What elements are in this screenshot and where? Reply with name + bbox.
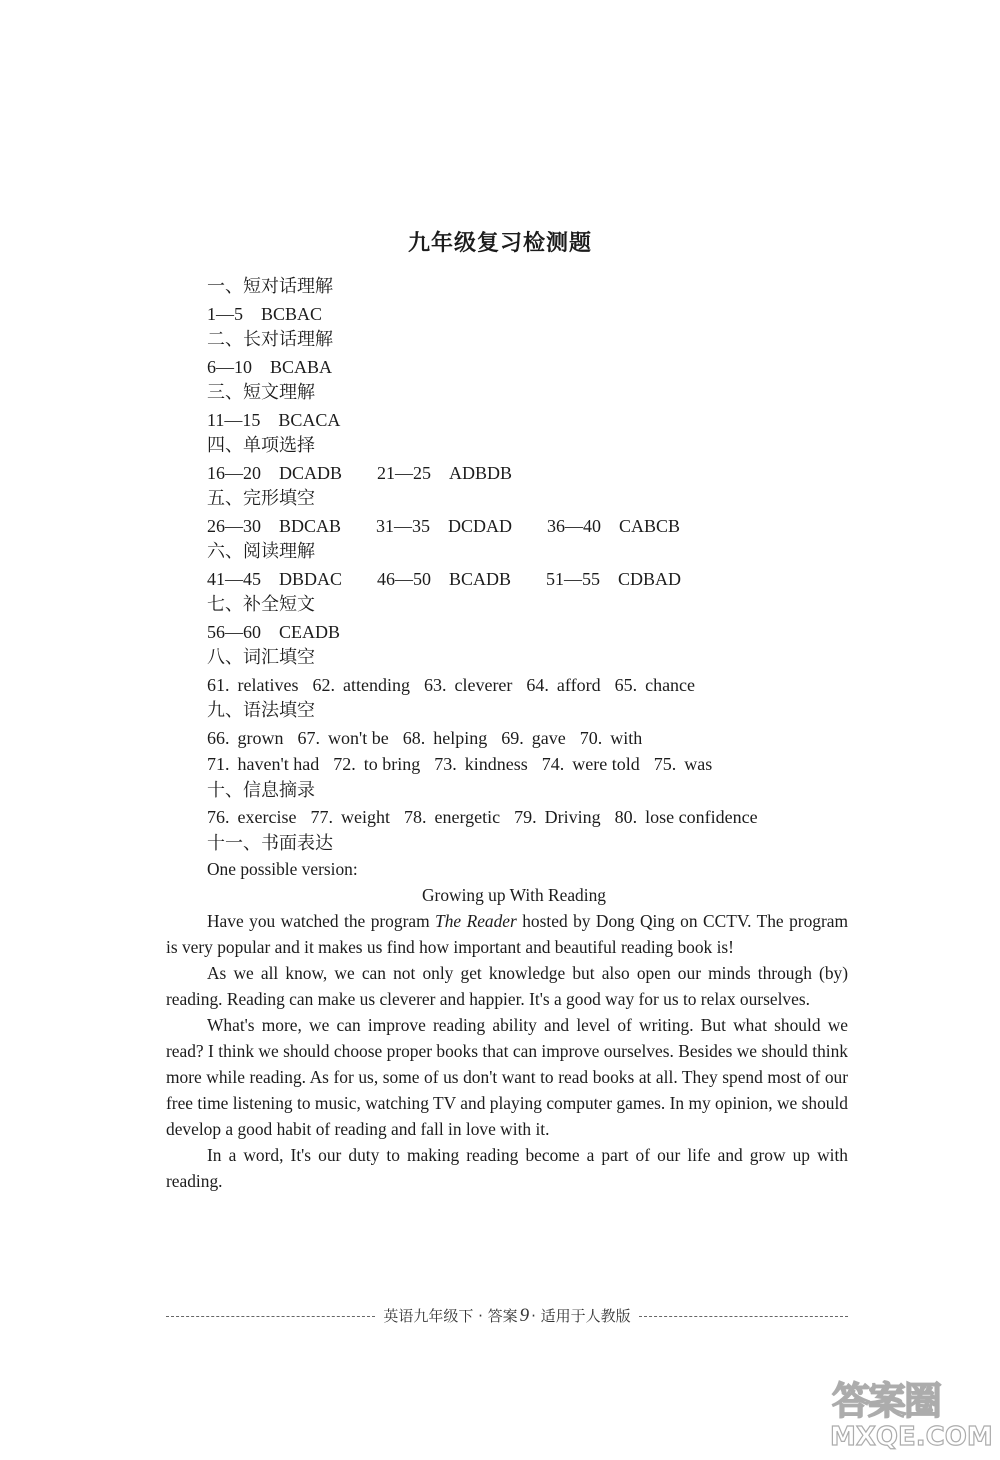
question-range: 21—25 bbox=[377, 462, 432, 483]
question-number: 68. bbox=[402, 727, 426, 748]
essay-p1-before: Have you watched the program bbox=[207, 911, 436, 931]
question-range: 1—5 bbox=[207, 303, 243, 324]
question-range: 46—50 bbox=[377, 568, 432, 589]
essay-p1-after: hosted by Dong Qing on CCTV. The program is very popular and it makes us find how important and beautiful reading book is! bbox=[166, 911, 848, 957]
answer-line bbox=[207, 460, 867, 487]
answer-word: kindness bbox=[464, 754, 528, 774]
footer-right: · 适用于人教版 bbox=[531, 1307, 631, 1325]
question-number: 79. bbox=[514, 807, 537, 827]
question-number: 74. bbox=[541, 754, 565, 774]
section-heading: 十一、书面表达 bbox=[207, 832, 333, 854]
answer-word: were told bbox=[572, 754, 640, 774]
answer-word: helping bbox=[433, 727, 488, 748]
answer-word: attending bbox=[342, 674, 410, 695]
watermark-site: MXQE.COM bbox=[830, 1422, 993, 1452]
page-title: 九年级复习检测题 bbox=[407, 231, 592, 256]
question-number: 62. bbox=[312, 674, 335, 695]
question-number: 65. bbox=[614, 674, 638, 695]
page-footer bbox=[166, 1304, 848, 1328]
section-heading: 二、长对话理解 bbox=[207, 329, 333, 350]
question-number: 70. bbox=[579, 727, 603, 748]
question-number: 67. bbox=[297, 727, 320, 748]
writing-sample bbox=[166, 856, 848, 1194]
question-range: 26—30 bbox=[207, 515, 261, 536]
answer-line bbox=[207, 751, 867, 778]
footer-dash-left bbox=[166, 1316, 375, 1317]
section-heading: 十、信息摘录 bbox=[207, 779, 315, 801]
program-name: The Reader bbox=[435, 911, 517, 931]
section-heading: 七、补全短文 bbox=[207, 594, 315, 615]
question-number: 72. bbox=[333, 754, 356, 774]
essay-paragraph-4: In a word, It's our duty to making reading become a part of our life and grow up with reading. bbox=[166, 1145, 848, 1191]
answer-letters: BCACA bbox=[278, 409, 341, 430]
answer-letters: CDBAD bbox=[618, 568, 682, 589]
essay-paragraph-1 bbox=[166, 908, 848, 960]
question-number: 75. bbox=[653, 754, 677, 774]
section-heading: 一、短对话理解 bbox=[207, 276, 333, 297]
essay-intro: One possible version: bbox=[207, 859, 358, 879]
section-heading: 九、语法填空 bbox=[207, 700, 315, 721]
question-number: 80. bbox=[614, 807, 638, 827]
question-range: 41—45 bbox=[207, 568, 261, 589]
question-number: 77. bbox=[310, 807, 333, 827]
question-range: 51—55 bbox=[546, 568, 601, 589]
section-heading: 四、单项选择 bbox=[207, 435, 315, 456]
answer-line bbox=[207, 725, 867, 752]
answer-line bbox=[207, 301, 867, 328]
answer-letters: BDCAB bbox=[279, 515, 342, 536]
question-range: 6—10 bbox=[207, 356, 252, 377]
question-number: 61. bbox=[207, 674, 230, 695]
section-heading: 八、词汇填空 bbox=[207, 647, 315, 668]
answer-word: cleverer bbox=[454, 674, 513, 695]
answer-line bbox=[207, 619, 867, 646]
watermark bbox=[826, 1370, 996, 1456]
answer-line bbox=[207, 672, 867, 699]
answer-sections bbox=[207, 274, 867, 857]
question-number: 78. bbox=[403, 807, 427, 827]
answer-line bbox=[207, 513, 867, 540]
answer-word: relatives bbox=[237, 674, 299, 695]
answer-word: won't be bbox=[328, 727, 389, 748]
answer-word: haven't had bbox=[237, 754, 320, 774]
question-number: 73. bbox=[434, 754, 457, 774]
question-range: 36—40 bbox=[547, 515, 602, 536]
section-heading: 三、短文理解 bbox=[207, 382, 315, 403]
answer-word: Driving bbox=[544, 807, 601, 827]
answer-line bbox=[207, 407, 867, 434]
answer-letters: BCADB bbox=[449, 568, 512, 589]
answer-letters: ADBDB bbox=[449, 462, 513, 483]
footer-left: 英语九年级下 · 答案 bbox=[383, 1307, 518, 1325]
question-range: 16—20 bbox=[207, 462, 261, 483]
section-heading: 五、完形填空 bbox=[207, 488, 315, 509]
watermark-logo: 答案圈 bbox=[832, 1379, 941, 1423]
essay-paragraph-3: What's more, we can improve reading ability and level of writing. But what should we read? I think we should choose proper books that can improve ourselves. Besides we should think more while reading. As for us, some of us don't want to read books at all. They spend most of our free time listening to music, watching TV and playing computer games. In my opinion, we should develop a good habit of reading and fall in love with it. bbox=[166, 1015, 848, 1139]
answer-letters: CEADB bbox=[279, 621, 341, 642]
answer-word: afford bbox=[556, 674, 601, 695]
page-number: 9 bbox=[519, 1305, 530, 1326]
answer-line bbox=[207, 804, 867, 831]
answer-letters: BCABA bbox=[270, 356, 333, 377]
question-range: 31—35 bbox=[376, 515, 431, 536]
answer-line bbox=[207, 566, 867, 593]
question-range: 11—15 bbox=[207, 409, 261, 430]
answer-letters: DBDAC bbox=[279, 568, 343, 589]
answer-word: grown bbox=[237, 727, 284, 748]
question-number: 76. bbox=[207, 807, 230, 827]
answer-line bbox=[207, 354, 867, 381]
answer-word: energetic bbox=[434, 807, 501, 827]
answer-word: with bbox=[610, 727, 643, 748]
question-number: 63. bbox=[423, 674, 447, 695]
question-number: 71. bbox=[207, 754, 230, 774]
answer-word: gave bbox=[531, 727, 566, 748]
question-number: 64. bbox=[526, 674, 549, 695]
footer-text bbox=[375, 1305, 638, 1327]
question-range: 56—60 bbox=[207, 621, 261, 642]
essay-paragraph-2: As we all know, we can not only get knowledge but also open our minds through (by) reading. Reading can make us cleverer and happier. It's a good way for us to relax ourselves. bbox=[166, 963, 848, 1009]
answer-word: lose confidence bbox=[645, 807, 758, 827]
answer-word: was bbox=[684, 754, 713, 774]
question-number: 66. bbox=[207, 727, 230, 748]
footer-dash-right bbox=[639, 1316, 848, 1317]
answer-word: to bring bbox=[363, 754, 421, 774]
answer-letters: DCDAD bbox=[448, 515, 513, 536]
answer-letters: CABCB bbox=[619, 515, 681, 536]
answer-letters: DCADB bbox=[279, 462, 343, 483]
answer-word: weight bbox=[340, 807, 390, 827]
question-number: 69. bbox=[501, 727, 524, 748]
answer-word: chance bbox=[645, 674, 696, 695]
answer-letters: BCBAC bbox=[261, 303, 323, 324]
essay-title: Growing up With Reading bbox=[422, 885, 606, 905]
answer-word: exercise bbox=[237, 807, 297, 827]
section-heading: 六、阅读理解 bbox=[207, 541, 315, 562]
